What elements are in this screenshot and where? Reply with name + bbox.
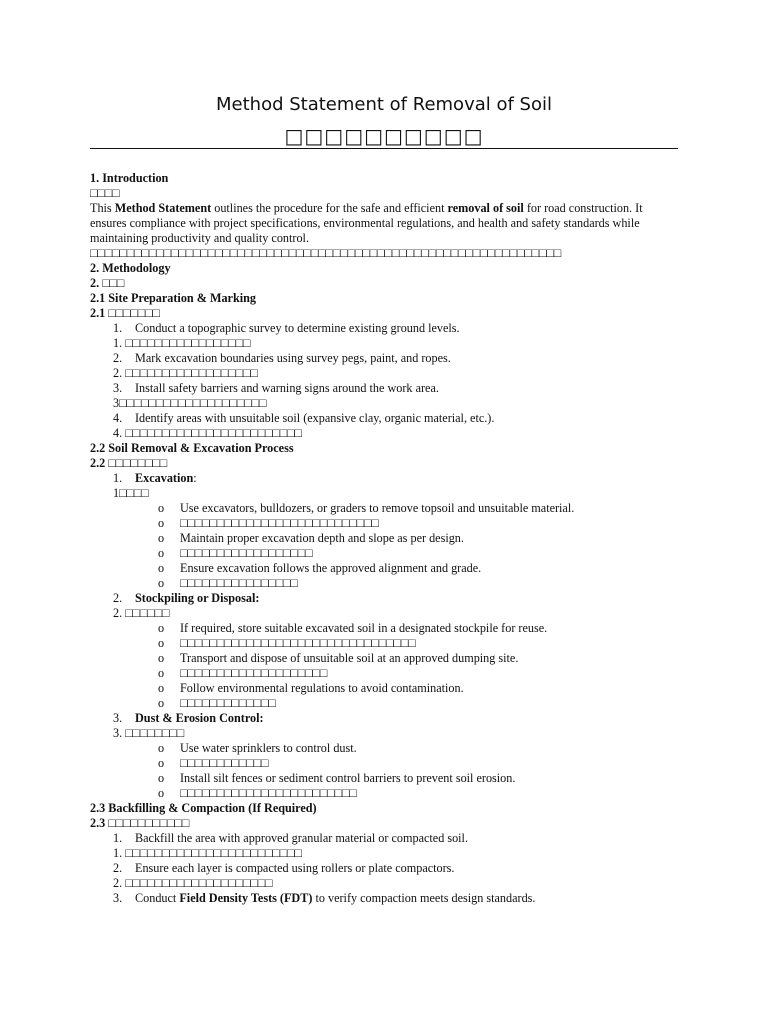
list-item-cn: 1. □□□□□□□□□□□□□□□□□□□□□□□□ (113, 846, 302, 860)
bullet-item-cn: o □□□□□□□□□□□□□□□□□□□□□□□□□□□ (158, 516, 379, 530)
subsection-heading: 2.1 Site Preparation & Marking (90, 291, 256, 305)
list-item-cn: 4. □□□□□□□□□□□□□□□□□□□□□□□□ (113, 426, 302, 440)
section-heading-cn: 2. □□□ (90, 276, 125, 290)
bullet-item-cn: o □□□□□□□□□□□□□□□□ (158, 576, 298, 590)
intro-paragraph-cn: □□□□□□□□□□□□□□□□□□□□□□□□□□□□□□□□□□□□□□□□□□□□□□□□□□□□□□□□□□□□□□□□ (90, 246, 562, 260)
list-item: 3. Install safety barriers and warning signs around the work area. (113, 381, 439, 395)
list-item-cn: 1. □□□□□□□□□□□□□□□□□ (113, 336, 251, 350)
list-item: 4. Identify areas with unsuitable soil (expansive clay, organic material, etc.). (113, 411, 495, 425)
list-item: 2. Ensure each layer is compacted using rollers or plate compactors. (113, 861, 455, 875)
bullet-item-cn: o □□□□□□□□□□□□□□□□□□□□□□□□□□□□□□□□ (158, 636, 416, 650)
subsection-heading-cn: 2.3 □□□□□□□□□□□ (90, 816, 190, 830)
section-heading: 1. Introduction (90, 171, 169, 185)
list-item-cn: 1□□□□ (113, 486, 149, 500)
bullet-item: o Maintain proper excavation depth and slope as per design. (158, 531, 464, 545)
bullet-item-cn: o □□□□□□□□□□□□□ (158, 696, 276, 710)
list-item: 1. Conduct a topographic survey to determine existing ground levels. (113, 321, 460, 335)
bullet-item-cn: o □□□□□□□□□□□□ (158, 756, 269, 770)
subsection-heading-cn: 2.1 □□□□□□□ (90, 306, 160, 320)
document-subtitle-cn: □□□□□□□□□□ (284, 124, 484, 148)
subsection-heading: 2.3 Backfilling & Compaction (If Required) (90, 801, 317, 815)
list-item-cn: 3□□□□□□□□□□□□□□□□□□□□ (113, 396, 267, 410)
list-item: 3. Dust & Erosion Control: (113, 711, 264, 725)
bullet-item: o Follow environmental regulations to avoid contamination. (158, 681, 464, 695)
bullet-item: o Use water sprinklers to control dust. (158, 741, 357, 755)
list-item-cn: 3. □□□□□□□□ (113, 726, 185, 740)
list-item: 1. Excavation: (113, 471, 197, 485)
section-heading: 2. Methodology (90, 261, 171, 275)
list-item: 2. Stockpiling or Disposal: (113, 591, 260, 605)
list-item: 3. Conduct Field Density Tests (FDT) to verify compaction meets design standards. (113, 891, 536, 905)
list-item-cn: 2. □□□□□□ (113, 606, 170, 620)
section-heading-cn: □□□□ (90, 186, 120, 200)
bullet-item: o If required, store suitable excavated soil in a designated stockpile for reuse. (158, 621, 548, 635)
subsection-heading-cn: 2.2 □□□□□□□□ (90, 456, 168, 470)
bullet-item: o Transport and dispose of unsuitable soil at an approved dumping site. (158, 651, 519, 665)
list-item: 2. Mark excavation boundaries using survey pegs, paint, and ropes. (113, 351, 451, 365)
title-rule (90, 148, 678, 149)
document-title: Method Statement of Removal of Soil (216, 94, 552, 115)
list-item-cn: 2. □□□□□□□□□□□□□□□□□□ (113, 366, 258, 380)
bullet-item: o Ensure excavation follows the approved alignment and grade. (158, 561, 482, 575)
list-item-cn: 2. □□□□□□□□□□□□□□□□□□□□ (113, 876, 273, 890)
intro-paragraph: This Method Statement outlines the procedure for the safe and efficient removal of soil for road construction. It ensures compliance with project specifications, environmental regulations, and health and safety standards while maintaining productivity and quality control. (90, 201, 643, 245)
bullet-item-cn: o □□□□□□□□□□□□□□□□□□□□□□□□ (158, 786, 357, 800)
bullet-item-cn: o □□□□□□□□□□□□□□□□□□ (158, 546, 313, 560)
list-item: 1. Backfill the area with approved granular material or compacted soil. (113, 831, 468, 845)
bullet-item: o Use excavators, bulldozers, or graders to remove topsoil and unsuitable material. (158, 501, 575, 515)
bullet-item: o Install silt fences or sediment control barriers to prevent soil erosion. (158, 771, 516, 785)
subsection-heading: 2.2 Soil Removal & Excavation Process (90, 441, 294, 455)
document-body (90, 171, 670, 906)
bullet-item-cn: o □□□□□□□□□□□□□□□□□□□□ (158, 666, 328, 680)
